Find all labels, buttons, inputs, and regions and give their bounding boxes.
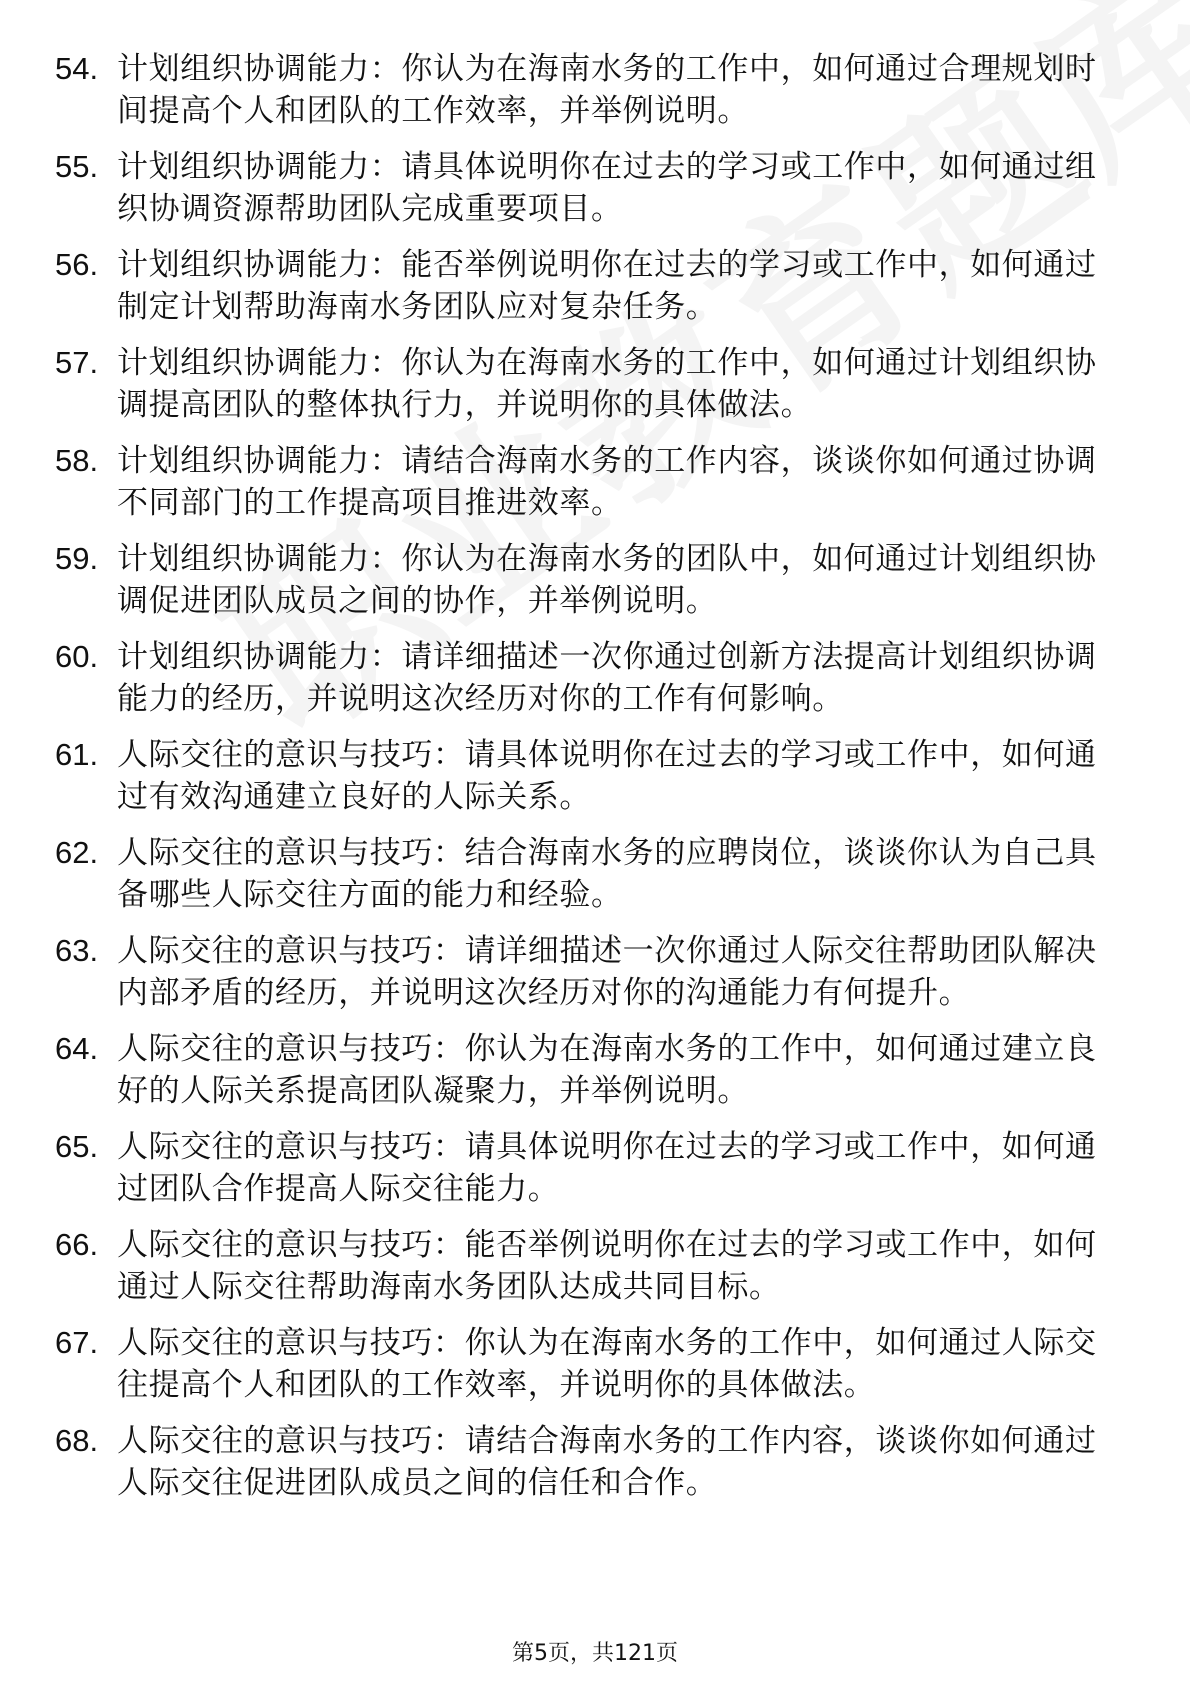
question-number: 65. <box>55 1129 99 1164</box>
question-item <box>55 440 1105 524</box>
question-number: 62. <box>55 835 99 870</box>
question-number: 64. <box>55 1031 99 1066</box>
question-text: 计划组织协调能力：你认为在海南水务的工作中，如何通过计划组织协调提高团队的整体执行力，并说明你的具体做法。 <box>117 345 1097 423</box>
question-number: 54. <box>55 51 99 86</box>
question-text: 人际交往的意识与技巧：请结合海南水务的工作内容，谈谈你如何通过人际交往促进团队成员之间的信任和合作。 <box>117 1423 1097 1501</box>
question-text: 人际交往的意识与技巧：请详细描述一次你通过人际交往帮助团队解决内部矛盾的经历，并说明这次经历对你的沟通能力有何提升。 <box>117 933 1097 1011</box>
question-item <box>55 146 1105 230</box>
question-number: 60. <box>55 639 99 674</box>
question-text: 人际交往的意识与技巧：请具体说明你在过去的学习或工作中，如何通过有效沟通建立良好的人际关系。 <box>117 737 1097 815</box>
question-item <box>55 1322 1105 1406</box>
question-text: 计划组织协调能力：请结合海南水务的工作内容，谈谈你如何通过协调不同部门的工作提高项目推进效率。 <box>117 443 1097 521</box>
question-number: 57. <box>55 345 99 380</box>
question-text: 人际交往的意识与技巧：你认为在海南水务的工作中，如何通过建立良好的人际关系提高团队凝聚力，并举例说明。 <box>117 1031 1097 1109</box>
question-text: 人际交往的意识与技巧：请具体说明你在过去的学习或工作中，如何通过团队合作提高人际交往能力。 <box>117 1129 1097 1207</box>
question-number: 67. <box>55 1325 99 1360</box>
question-text: 计划组织协调能力：你认为在海南水务的团队中，如何通过计划组织协调促进团队成员之间的协作，并举例说明。 <box>117 541 1097 619</box>
question-number: 58. <box>55 443 99 478</box>
question-text: 人际交往的意识与技巧：能否举例说明你在过去的学习或工作中，如何通过人际交往帮助海南水务团队达成共同目标。 <box>117 1227 1097 1305</box>
question-text: 人际交往的意识与技巧：结合海南水务的应聘岗位，谈谈你认为自己具备哪些人际交往方面的能力和经验。 <box>117 835 1097 913</box>
question-item <box>55 1420 1105 1504</box>
question-number: 61. <box>55 737 99 772</box>
question-number: 66. <box>55 1227 99 1262</box>
question-item <box>55 1028 1105 1112</box>
question-text: 计划组织协调能力：请具体说明你在过去的学习或工作中，如何通过组织协调资源帮助团队完成重要项目。 <box>117 149 1097 227</box>
question-item <box>55 930 1105 1014</box>
question-item <box>55 538 1105 622</box>
question-item <box>55 48 1105 132</box>
question-number: 59. <box>55 541 99 576</box>
question-text: 人际交往的意识与技巧：你认为在海南水务的工作中，如何通过人际交往提高个人和团队的工作效率，并说明你的具体做法。 <box>117 1325 1097 1403</box>
question-text: 计划组织协调能力：请详细描述一次你通过创新方法提高计划组织协调能力的经历，并说明这次经历对你的工作有何影响。 <box>117 639 1097 717</box>
question-text: 计划组织协调能力：能否举例说明你在过去的学习或工作中，如何通过制定计划帮助海南水务团队应对复杂任务。 <box>117 247 1097 325</box>
question-number: 68. <box>55 1423 99 1458</box>
question-text: 计划组织协调能力：你认为在海南水务的工作中，如何通过合理规划时间提高个人和团队的工作效率，并举例说明。 <box>117 51 1097 129</box>
question-item <box>55 636 1105 720</box>
page-number-footer: 第5页，共121页 <box>512 1641 678 1666</box>
question-number: 63. <box>55 933 99 968</box>
question-number: 56. <box>55 247 99 282</box>
question-item <box>55 342 1105 426</box>
question-item <box>55 1126 1105 1210</box>
question-item <box>55 832 1105 916</box>
question-item <box>55 244 1105 328</box>
question-item <box>55 1224 1105 1308</box>
question-number: 55. <box>55 149 99 184</box>
question-list <box>55 48 1105 1518</box>
question-item <box>55 734 1105 818</box>
